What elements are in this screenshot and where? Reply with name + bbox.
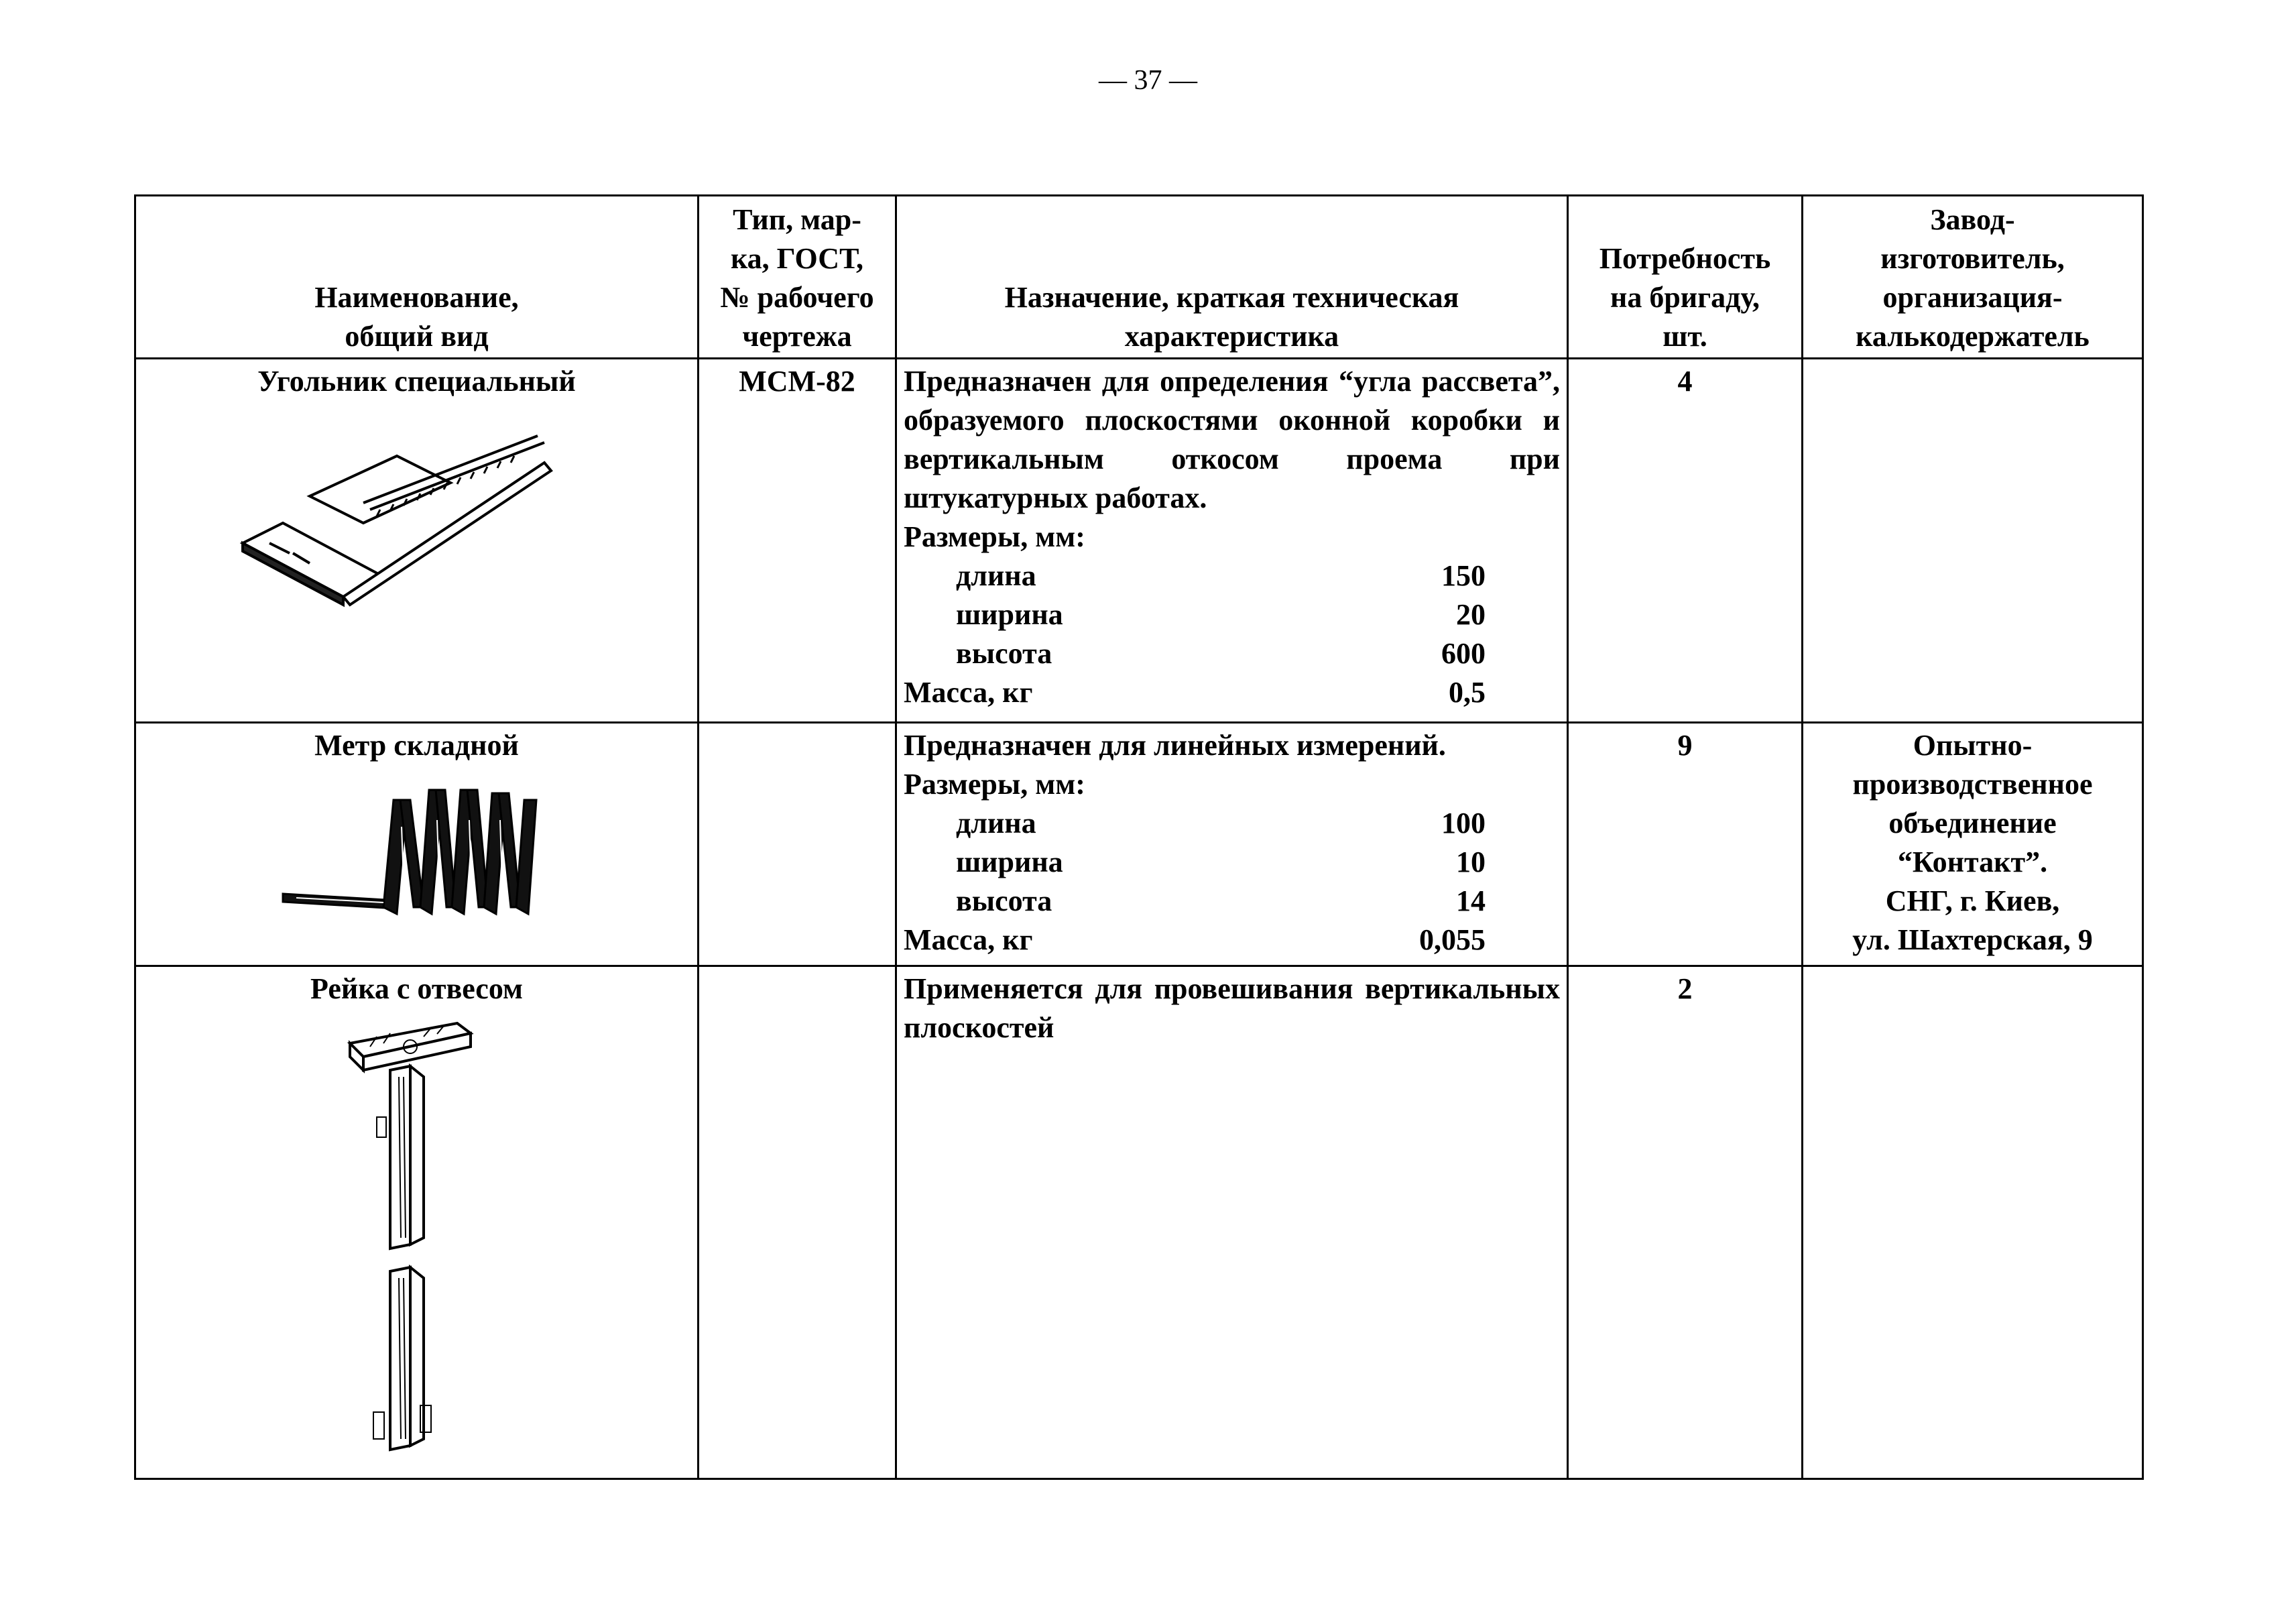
- cell-type: МСМ-82: [699, 359, 896, 723]
- table-row: [135, 966, 2143, 1479]
- table-header-row: [135, 196, 2143, 359]
- cell-need: 9: [1568, 723, 1803, 966]
- plumb-rail-drawing-icon: [337, 1017, 497, 1466]
- cell-type: [699, 966, 896, 1479]
- cell-purpose: [896, 359, 1568, 723]
- dim-row: ширина 20: [956, 598, 1486, 631]
- purpose-text: Применяется для провешивания вертикальных плоскостей: [904, 972, 1560, 1044]
- cell-name: [135, 966, 699, 1479]
- dims-title: Размеры, мм:: [904, 768, 1085, 801]
- cell-name: [135, 723, 699, 966]
- purpose-text: Предназначен для линейных измерений.: [904, 729, 1446, 762]
- dims-title: Размеры, мм:: [904, 520, 1085, 553]
- table-row: [135, 723, 2143, 966]
- cell-maker: [1803, 966, 2143, 1479]
- header-type: Тип, мар- ка, ГОСТ, № рабочего чертежа: [699, 196, 896, 359]
- cell-maker: [1803, 359, 2143, 723]
- cell-need: 2: [1568, 966, 1803, 1479]
- item-name: Угольник специальный: [257, 365, 576, 398]
- cell-maker: Опытно- производственное объединение “Контакт”. СНГ, г. Киев, ул. Шахтерская, 9: [1803, 723, 2143, 966]
- mass-row: Масса, кг 0,055: [904, 923, 1486, 956]
- folding-meter-drawing-icon: [276, 773, 558, 927]
- table-row: [135, 359, 2143, 723]
- dim-row: высота 600: [956, 637, 1486, 670]
- cell-purpose: [896, 723, 1568, 966]
- mass-row: Масса, кг 0,5: [904, 676, 1486, 709]
- item-name: Метр складной: [314, 729, 519, 762]
- item-name: Рейка с отвесом: [310, 972, 523, 1005]
- cell-type: [699, 723, 896, 966]
- header-need: Потребность на бригаду, шт.: [1568, 196, 1803, 359]
- dim-row: высота 14: [956, 884, 1486, 917]
- header-maker: Завод- изготовитель, организация- калькодержатель: [1803, 196, 2143, 359]
- cell-need: 4: [1568, 359, 1803, 723]
- purpose-text: Предназначен для определения “угла рассвета”, образуемого плоскостями оконной коробки и вертикальным откосом проема при штукатурных работах.: [904, 365, 1560, 514]
- special-square-drawing-icon: [229, 409, 605, 610]
- page-number: — 37 —: [1099, 65, 1197, 96]
- cell-purpose: [896, 966, 1568, 1479]
- header-purpose: Назначение, краткая техническая характеристика: [896, 196, 1568, 359]
- dim-row: ширина 10: [956, 846, 1486, 878]
- equipment-table: [134, 194, 2144, 1480]
- dim-row: длина 150: [956, 559, 1486, 592]
- cell-name: [135, 359, 699, 723]
- dim-row: длина 100: [956, 807, 1486, 839]
- header-name: Наименование, общий вид: [135, 196, 699, 359]
